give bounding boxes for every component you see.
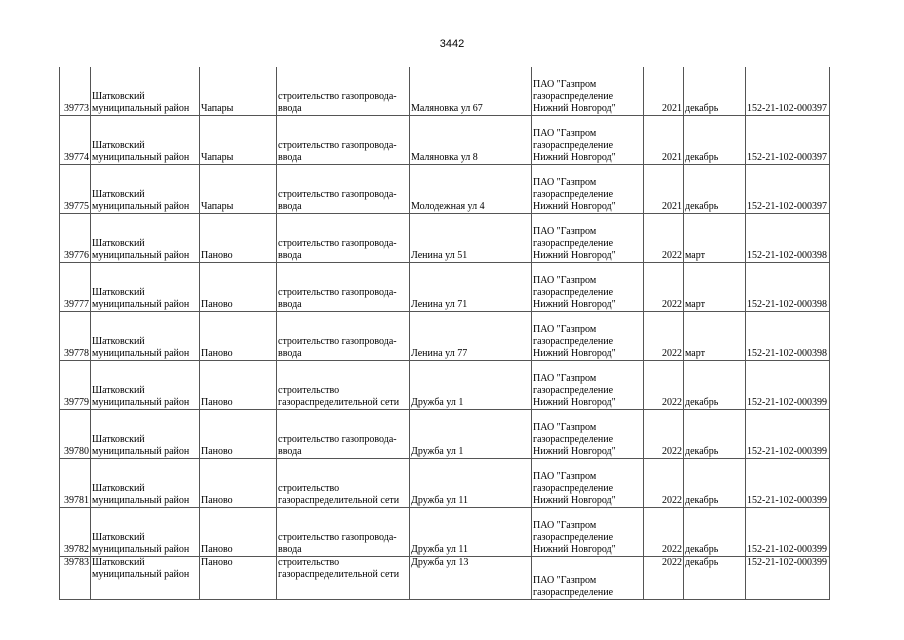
organization-cell-line: Нижний Новгород"	[533, 250, 616, 261]
row-number-cell	[60, 116, 91, 165]
work-type-cell	[277, 312, 410, 361]
address-cell-text: Ленина ул 51	[411, 250, 468, 261]
district-cell-line: Шатковский	[92, 336, 145, 347]
row-number-cell	[60, 508, 91, 557]
district-cell	[91, 165, 200, 214]
organization-cell	[532, 459, 644, 508]
work-type-cell-line: строительство	[278, 557, 340, 568]
address-cell-text: Маляновка ул 8	[411, 152, 478, 163]
row-number-cell-text: 39782	[64, 544, 89, 555]
table-row	[60, 67, 830, 116]
row-number-cell	[60, 312, 91, 361]
organization-cell-line: ПАО "Газпром	[533, 422, 597, 433]
work-type-cell-line: строительство	[278, 385, 340, 396]
district-cell-line: муниципальный район	[92, 250, 190, 261]
address-cell	[410, 361, 532, 410]
table-row	[60, 165, 830, 214]
district-cell-line: муниципальный район	[92, 397, 190, 408]
district-cell-line: Шатковский	[92, 140, 145, 151]
organization-cell	[532, 557, 644, 600]
work-type-cell-line: ввода	[278, 250, 302, 261]
year-cell	[644, 312, 684, 361]
organization-cell	[532, 361, 644, 410]
year-cell-text: 2022	[662, 446, 682, 457]
district-cell-line: Шатковский	[92, 557, 145, 568]
district-cell	[91, 508, 200, 557]
month-cell-text: март	[685, 299, 705, 310]
district-cell	[91, 263, 200, 312]
work-type-cell	[277, 459, 410, 508]
settlement-cell	[200, 508, 277, 557]
address-cell	[410, 557, 532, 600]
code-cell-text: 152-21-102-000399	[747, 397, 827, 408]
work-type-cell-line: ввода	[278, 348, 302, 359]
table-row	[60, 459, 830, 508]
month-cell	[684, 214, 746, 263]
district-cell	[91, 67, 200, 116]
work-type-cell-line: строительство	[278, 483, 340, 494]
year-cell-text: 2022	[662, 250, 682, 261]
district-cell-line: Шатковский	[92, 287, 145, 298]
year-cell-text: 2021	[662, 201, 682, 212]
work-type-cell-line: ввода	[278, 446, 302, 457]
year-cell	[644, 459, 684, 508]
work-type-cell-line: ввода	[278, 299, 302, 310]
settlement-cell-text: Чапары	[201, 152, 234, 163]
settlement-cell	[200, 67, 277, 116]
table-row	[60, 361, 830, 410]
organization-cell	[532, 312, 644, 361]
settlement-cell	[200, 214, 277, 263]
district-cell-line: муниципальный район	[92, 348, 190, 359]
address-cell	[410, 116, 532, 165]
month-cell-text: декабрь	[685, 201, 719, 212]
table-row	[60, 312, 830, 361]
year-cell-text: 2022	[662, 397, 682, 408]
work-type-cell-line: газораспределительной сети	[278, 495, 400, 506]
district-cell	[91, 116, 200, 165]
work-type-cell-line: ввода	[278, 152, 302, 163]
code-cell-text: 152-21-102-000398	[747, 250, 827, 261]
address-cell	[410, 263, 532, 312]
organization-cell-line: ПАО "Газпром	[533, 575, 597, 586]
table-row	[60, 410, 830, 459]
year-cell-text: 2022	[662, 299, 682, 310]
organization-cell-line: Нижний Новгород"	[533, 201, 616, 212]
work-type-cell-line: ввода	[278, 201, 302, 212]
work-type-cell	[277, 410, 410, 459]
table-row	[60, 116, 830, 165]
work-type-cell	[277, 508, 410, 557]
work-type-cell	[277, 214, 410, 263]
settlement-cell	[200, 116, 277, 165]
work-type-cell-line: строительство газопровода-	[278, 532, 397, 543]
organization-cell	[532, 508, 644, 557]
organization-cell	[532, 263, 644, 312]
district-cell-line: Шатковский	[92, 434, 145, 445]
district-cell	[91, 410, 200, 459]
district-cell-line: Шатковский	[92, 238, 145, 249]
work-type-cell-line: газораспределительной сети	[278, 569, 400, 580]
work-type-cell-line: строительство газопровода-	[278, 238, 397, 249]
code-cell	[746, 557, 830, 600]
year-cell	[644, 263, 684, 312]
organization-cell-line: ПАО "Газпром	[533, 79, 597, 90]
code-cell-text: 152-21-102-000397	[747, 103, 827, 114]
settlement-cell-text: Паново	[201, 397, 233, 408]
address-cell	[410, 67, 532, 116]
code-cell	[746, 67, 830, 116]
organization-cell-line: газораспределение	[533, 587, 614, 598]
row-number-cell	[60, 410, 91, 459]
row-number-cell-text: 39779	[64, 397, 89, 408]
settlement-cell	[200, 263, 277, 312]
row-number-cell-text: 39778	[64, 348, 89, 359]
organization-cell-line: газораспределение	[533, 483, 614, 494]
row-number-cell-text: 39773	[64, 103, 89, 114]
address-cell-text: Дружба ул 11	[411, 544, 469, 555]
work-type-cell	[277, 67, 410, 116]
settlement-cell-text: Чапары	[201, 201, 234, 212]
month-cell-text: декабрь	[685, 103, 719, 114]
work-type-cell-line: строительство газопровода-	[278, 336, 397, 347]
settlement-cell-text: Паново	[201, 348, 233, 359]
district-cell-line: муниципальный район	[92, 299, 190, 310]
organization-cell-line: газораспределение	[533, 532, 614, 543]
row-number-cell	[60, 263, 91, 312]
organization-cell-line: ПАО "Газпром	[533, 324, 597, 335]
address-cell-text: Ленина ул 77	[411, 348, 468, 359]
address-cell-text: Дружба ул 13	[411, 557, 469, 568]
work-type-cell-line: ввода	[278, 103, 302, 114]
month-cell-text: декабрь	[685, 495, 719, 506]
year-cell-text: 2022	[662, 495, 682, 506]
table-row	[60, 214, 830, 263]
organization-cell-line: Нижний Новгород"	[533, 299, 616, 310]
work-type-cell	[277, 165, 410, 214]
work-type-cell	[277, 361, 410, 410]
code-cell-text: 152-21-102-000399	[747, 544, 827, 555]
code-cell-text: 152-21-102-000399	[747, 557, 827, 568]
district-cell-line: Шатковский	[92, 91, 145, 102]
month-cell-text: март	[685, 348, 705, 359]
row-number-cell-text: 39783	[64, 557, 89, 568]
row-number-cell	[60, 67, 91, 116]
organization-cell-line: ПАО "Газпром	[533, 128, 597, 139]
organization-cell-line: газораспределение	[533, 336, 614, 347]
year-cell	[644, 116, 684, 165]
organization-cell-line: Нижний Новгород"	[533, 103, 616, 114]
organization-cell-line: Нижний Новгород"	[533, 397, 616, 408]
district-cell-line: муниципальный район	[92, 446, 190, 457]
organization-cell	[532, 165, 644, 214]
year-cell	[644, 165, 684, 214]
work-type-cell-line: строительство газопровода-	[278, 189, 397, 200]
month-cell-text: декабрь	[685, 152, 719, 163]
organization-cell-line: Нижний Новгород"	[533, 544, 616, 555]
settlement-cell	[200, 410, 277, 459]
code-cell-text: 152-21-102-000398	[747, 299, 827, 310]
page-number: 3442	[439, 38, 465, 50]
month-cell	[684, 410, 746, 459]
district-cell	[91, 361, 200, 410]
organization-cell-line: газораспределение	[533, 287, 614, 298]
district-cell-line: Шатковский	[92, 532, 145, 543]
code-cell-text: 152-21-102-000399	[747, 495, 827, 506]
organization-cell-line: Нижний Новгород"	[533, 495, 616, 506]
work-type-cell	[277, 263, 410, 312]
organization-cell-line: ПАО "Газпром	[533, 471, 597, 482]
settlement-cell-text: Паново	[201, 557, 233, 568]
address-cell-text: Ленина ул 71	[411, 299, 468, 310]
year-cell-text: 2022	[662, 557, 682, 568]
settlement-cell	[200, 312, 277, 361]
code-cell	[746, 459, 830, 508]
code-cell-text: 152-21-102-000397	[747, 201, 827, 212]
district-cell	[91, 214, 200, 263]
row-number-cell	[60, 361, 91, 410]
work-type-cell-line: газораспределительной сети	[278, 397, 400, 408]
month-cell	[684, 263, 746, 312]
district-cell-line: Шатковский	[92, 385, 145, 396]
year-cell-text: 2022	[662, 544, 682, 555]
month-cell	[684, 67, 746, 116]
month-cell	[684, 165, 746, 214]
row-number-cell	[60, 165, 91, 214]
year-cell-text: 2021	[662, 103, 682, 114]
row-number-cell	[60, 214, 91, 263]
code-cell	[746, 214, 830, 263]
address-cell-text: Дружба ул 1	[411, 397, 464, 408]
settlement-cell-text: Паново	[201, 544, 233, 555]
district-cell-line: муниципальный район	[92, 544, 190, 555]
district-cell-line: муниципальный район	[92, 495, 190, 506]
row-number-cell-text: 39774	[64, 152, 89, 163]
code-cell	[746, 312, 830, 361]
organization-cell	[532, 410, 644, 459]
organization-cell-line: ПАО "Газпром	[533, 520, 597, 531]
address-cell-text: Дружба ул 1	[411, 446, 464, 457]
year-cell	[644, 557, 684, 600]
year-cell	[644, 410, 684, 459]
row-number-cell-text: 39781	[64, 495, 89, 506]
month-cell-text: декабрь	[685, 557, 719, 568]
district-cell-line: муниципальный район	[92, 569, 190, 580]
work-type-cell-line: ввода	[278, 544, 302, 555]
address-cell	[410, 508, 532, 557]
month-cell	[684, 361, 746, 410]
organization-cell-line: ПАО "Газпром	[533, 226, 597, 237]
organization-cell-line: газораспределение	[533, 385, 614, 396]
organization-cell	[532, 67, 644, 116]
table-row	[60, 263, 830, 312]
registry-table	[59, 67, 830, 600]
table-body	[60, 67, 830, 600]
address-cell	[410, 410, 532, 459]
code-cell	[746, 263, 830, 312]
district-cell-line: муниципальный район	[92, 103, 190, 114]
code-cell	[746, 165, 830, 214]
row-number-cell	[60, 459, 91, 508]
organization-cell-line: ПАО "Газпром	[533, 177, 597, 188]
table-row	[60, 557, 830, 600]
district-cell-line: муниципальный район	[92, 152, 190, 163]
settlement-cell	[200, 361, 277, 410]
year-cell-text: 2021	[662, 152, 682, 163]
settlement-cell	[200, 165, 277, 214]
row-number-cell-text: 39777	[64, 299, 89, 310]
address-cell	[410, 459, 532, 508]
year-cell-text: 2022	[662, 348, 682, 359]
district-cell-line: Шатковский	[92, 483, 145, 494]
month-cell-text: март	[685, 250, 705, 261]
organization-cell-line: Нижний Новгород"	[533, 446, 616, 457]
work-type-cell-line: строительство газопровода-	[278, 91, 397, 102]
code-cell	[746, 116, 830, 165]
row-number-cell-text: 39780	[64, 446, 89, 457]
settlement-cell-text: Паново	[201, 250, 233, 261]
organization-cell-line: ПАО "Газпром	[533, 373, 597, 384]
organization-cell-line: газораспределение	[533, 91, 614, 102]
code-cell-text: 152-21-102-000398	[747, 348, 827, 359]
row-number-cell-text: 39776	[64, 250, 89, 261]
organization-cell-line: газораспределение	[533, 434, 614, 445]
row-number-cell	[60, 557, 91, 600]
district-cell	[91, 312, 200, 361]
address-cell	[410, 165, 532, 214]
organization-cell-line: ПАО "Газпром	[533, 275, 597, 286]
month-cell-text: декабрь	[685, 446, 719, 457]
code-cell	[746, 361, 830, 410]
organization-cell-line: газораспределение	[533, 238, 614, 249]
code-cell	[746, 410, 830, 459]
work-type-cell-line: строительство газопровода-	[278, 287, 397, 298]
settlement-cell-text: Паново	[201, 495, 233, 506]
district-cell-line: Шатковский	[92, 189, 145, 200]
district-cell	[91, 459, 200, 508]
settlement-cell	[200, 459, 277, 508]
year-cell	[644, 67, 684, 116]
work-type-cell-line: строительство газопровода-	[278, 434, 397, 445]
code-cell	[746, 508, 830, 557]
settlement-cell	[200, 557, 277, 600]
year-cell	[644, 508, 684, 557]
organization-cell-line: газораспределение	[533, 189, 614, 200]
month-cell	[684, 459, 746, 508]
address-cell	[410, 214, 532, 263]
month-cell	[684, 508, 746, 557]
work-type-cell	[277, 116, 410, 165]
month-cell	[684, 116, 746, 165]
address-cell-text: Дружба ул 11	[411, 495, 469, 506]
organization-cell	[532, 116, 644, 165]
settlement-cell-text: Паново	[201, 299, 233, 310]
organization-cell-line: Нижний Новгород"	[533, 152, 616, 163]
code-cell-text: 152-21-102-000397	[747, 152, 827, 163]
month-cell-text: декабрь	[685, 397, 719, 408]
row-number-cell-text: 39775	[64, 201, 89, 212]
settlement-cell-text: Чапары	[201, 103, 234, 114]
organization-cell	[532, 214, 644, 263]
year-cell	[644, 361, 684, 410]
district-cell	[91, 557, 200, 600]
month-cell	[684, 557, 746, 600]
district-cell-line: муниципальный район	[92, 201, 190, 212]
work-type-cell	[277, 557, 410, 600]
month-cell	[684, 312, 746, 361]
organization-cell-line: Нижний Новгород"	[533, 348, 616, 359]
address-cell	[410, 312, 532, 361]
address-cell-text: Маляновка ул 67	[411, 103, 483, 114]
table-row	[60, 508, 830, 557]
organization-cell-line: газораспределение	[533, 140, 614, 151]
work-type-cell-line: строительство газопровода-	[278, 140, 397, 151]
settlement-cell-text: Паново	[201, 446, 233, 457]
address-cell-text: Молодежная ул 4	[411, 201, 485, 212]
month-cell-text: декабрь	[685, 544, 719, 555]
year-cell	[644, 214, 684, 263]
code-cell-text: 152-21-102-000399	[747, 446, 827, 457]
